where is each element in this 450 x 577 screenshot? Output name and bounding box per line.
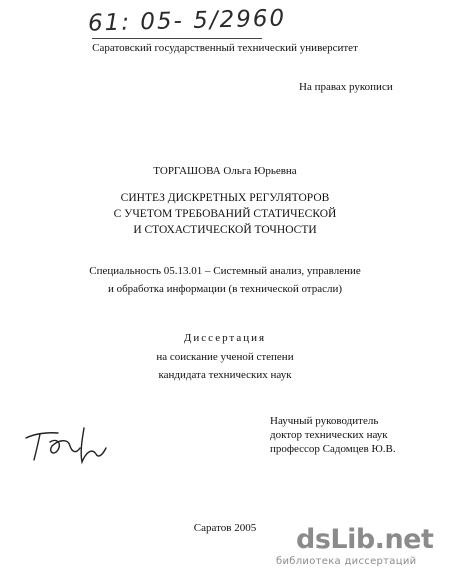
supervisor-line: доктор технических наук (270, 429, 388, 441)
supervisor-line: профессор Садомцев Ю.В. (270, 443, 396, 455)
title-line: И СТОХАСТИЧЕСКОЙ ТОЧНОСТИ (133, 224, 317, 236)
handwritten-signature (22, 418, 112, 468)
title-line: С УЧЕТОМ ТРЕБОВАНИЙ СТАТИЧЕСКОЙ (113, 208, 337, 220)
watermark-logo: dsLib.net (296, 524, 434, 555)
supervisor-line: Научный руководитель (270, 415, 379, 427)
stamp-underline (92, 38, 262, 39)
city-year: Саратов 2005 (193, 522, 257, 534)
degree-line: кандидата технических наук (158, 369, 292, 381)
specialty-block (0, 262, 450, 298)
watermark-subtitle: библиотека диссертаций (276, 556, 417, 567)
title-line: СИНТЕЗ ДИСКРЕТНЫХ РЕГУЛЯТОРОВ (120, 192, 330, 204)
dissertation-title (0, 190, 450, 238)
supervisor-block (270, 414, 396, 456)
degree-line: на соискание ученой степени (156, 351, 294, 363)
archive-stamp: 61: 05- 5/2960 (87, 5, 287, 37)
specialty-line: и обработка информации (в технической отрасли) (107, 283, 343, 295)
document-type: Диссертация (183, 332, 267, 344)
specialty-line: Специальность 05.13.01 – Системный анализ, управление (89, 265, 361, 277)
degree-block (0, 348, 450, 384)
author-name: ТОРГАШОВА Ольга Юрьевна (153, 165, 297, 177)
manuscript-rights-note: На правах рукописи (299, 81, 393, 93)
university-name: Саратовский государственный технический университет (92, 42, 358, 54)
